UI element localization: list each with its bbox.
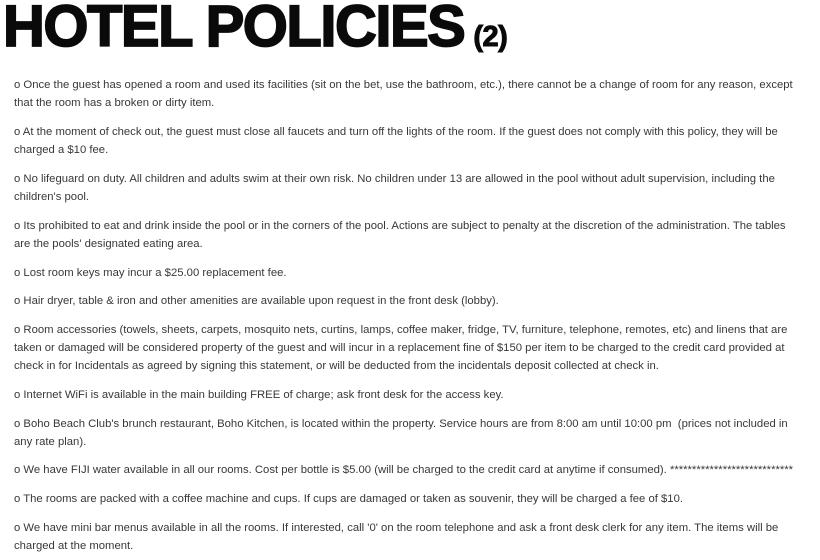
policy-item: o Internet WiFi is available in the main building FREE of charge; ask front desk for the access key.	[14, 388, 504, 401]
policy-item: o No lifeguard on duty. All children and adults swim at their own risk. No children under 13 are allowed in the pool without adult supervision, including the children's pool.	[14, 172, 779, 204]
policy-item: o Once the guest has opened a room and used its facilities (sit on the bet, use the bathroom, etc.), there cannot be a change of room for any reason, except that the room has a broken or dirty item.	[14, 79, 796, 110]
policy-item: o Hair dryer, table & iron and other amenities are available upon request in the front desk (lobby).	[14, 295, 499, 308]
policy-item: o Boho Beach Club's brunch restaurant, Boho Kitchen, is located within the property. Service hours are from 8:00 am until 10:00 pm (prices not included in any rate plan).	[14, 417, 791, 448]
policy-item: o We have mini bar menus available in all the rooms. If interested, call '0' on the room telephone and ask a front desk clerk for any item. The items will be charged at the moment.	[14, 521, 782, 552]
policy-item: o We have FIJI water available in all our rooms. Cost per bottle is $5.00 (will be charged to the credit card at anytime if consumed). ****************************	[14, 464, 794, 477]
page-title-number: (2)	[473, 21, 508, 53]
page-title	[0, 0, 820, 59]
policy-item: o Its prohibited to eat and drink inside the pool or in the corners of the pool. Actions are subject to penalty at the discretion of the administration. The tables are the pools' designated eating area.	[14, 219, 789, 250]
policy-item: o Room accessories (towels, sheets, carpets, mosquito nets, curtins, lamps, coffee maker, fridge, TV, furniture, telephone, remotes, etc) and linens that are taken or damaged will be considered property of the guest and will incur in a replacement fine of $150 per item to be charged to the credit card provided at check in for Incidentals as agreed by signing this statement, or will be deducted from the incidentals deposit collected at check in.	[14, 323, 791, 373]
page-title-text: HOTEL POLICIES	[3, 0, 465, 59]
policy-item: o The rooms are packed with a coffee machine and cups. If cups are damaged or taken as souvenir, they will be charged a fee of $10.	[14, 493, 684, 506]
policies-list	[0, 76, 796, 555]
policy-item: o At the moment of check out, the guest must close all faucets and turn off the lights of the room. If the guest does not comply with this policy, they will be charged a $10 fee.	[14, 125, 781, 157]
policy-item: o Lost room keys may incur a $25.00 replacement fee.	[14, 266, 287, 279]
